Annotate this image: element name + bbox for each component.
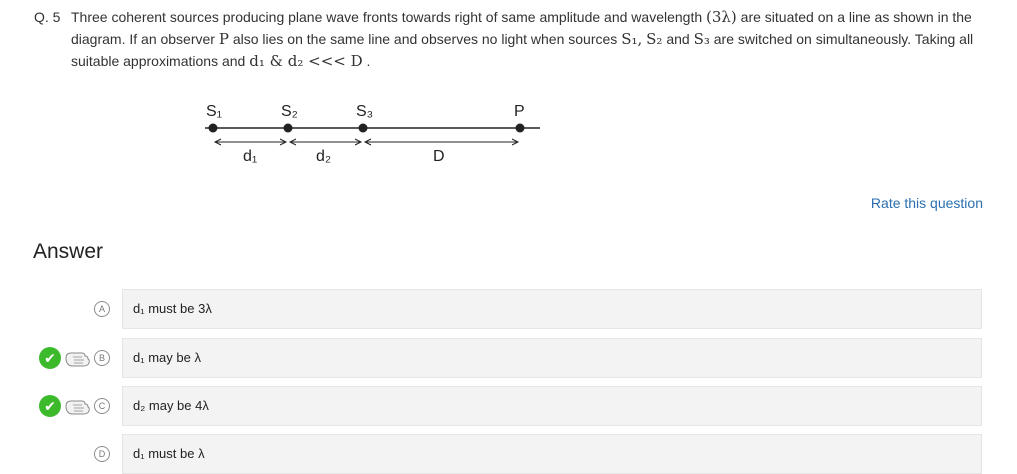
observer-symbol: P: [218, 30, 229, 48]
source-symbol: S₁,: [621, 30, 643, 48]
dimension-d-arrow: [365, 139, 518, 145]
option-a-letter: A: [94, 301, 110, 317]
option-d-letter: D: [94, 446, 110, 462]
option-b-text: d₁ may be λ: [133, 350, 201, 365]
observer-p-dot: [516, 124, 525, 133]
dimension-d2-arrow: [290, 139, 361, 145]
label-s1: S₁: [206, 103, 223, 120]
option-c[interactable]: [122, 386, 982, 426]
source-s3-dot: [359, 124, 368, 133]
question-text-part: are situated on a line as shown in the diagram. If an observer: [71, 9, 972, 47]
option-c-text: d₂ may be 4λ: [133, 398, 209, 413]
question-text-part: .: [362, 53, 371, 69]
option-b-letter: B: [94, 350, 110, 366]
label-p: P: [514, 103, 525, 120]
option-c-letter: C: [94, 398, 110, 414]
option-d[interactable]: [122, 434, 982, 474]
label-s2: S₂: [281, 103, 298, 120]
source-symbol: S₂: [646, 30, 663, 48]
dimension-d1-arrow: [215, 139, 286, 145]
wavelength-expression: (3λ): [706, 8, 737, 26]
option-b[interactable]: [122, 338, 982, 378]
hand-pointer-icon: [64, 397, 92, 415]
rate-question-link[interactable]: Rate this question: [870, 195, 983, 211]
question-number: Q. 5: [34, 9, 61, 25]
option-a-text: d₁ must be 3λ: [133, 301, 212, 316]
check-circle-icon: ✔: [39, 347, 61, 369]
source-symbol: S₃: [693, 30, 710, 48]
approximation-condition: d₁ & d₂ <<< D: [249, 52, 363, 70]
option-d-text: d₁ must be λ: [133, 446, 205, 461]
source-s1-dot: [209, 124, 218, 133]
question-text-part: are switched on simultaneously. Taking all suitable approximations and: [71, 31, 974, 69]
question-text-part: also lies on the same line and observes no light when sources: [228, 31, 622, 47]
label-d2: d₂: [316, 148, 332, 165]
label-d1: d₁: [243, 148, 258, 165]
option-a[interactable]: [122, 289, 982, 329]
question-text-part: and: [666, 31, 690, 47]
question-text-part: Three coherent sources producing plane wave fronts towards right of same amplitude and wavelength: [71, 9, 707, 25]
label-d: D: [433, 148, 445, 165]
check-circle-icon: ✔: [39, 395, 61, 417]
hand-pointer-icon: [64, 349, 92, 367]
answer-heading: Answer: [33, 240, 104, 263]
label-s3: S₃: [356, 103, 374, 120]
source-s2-dot: [284, 124, 293, 133]
